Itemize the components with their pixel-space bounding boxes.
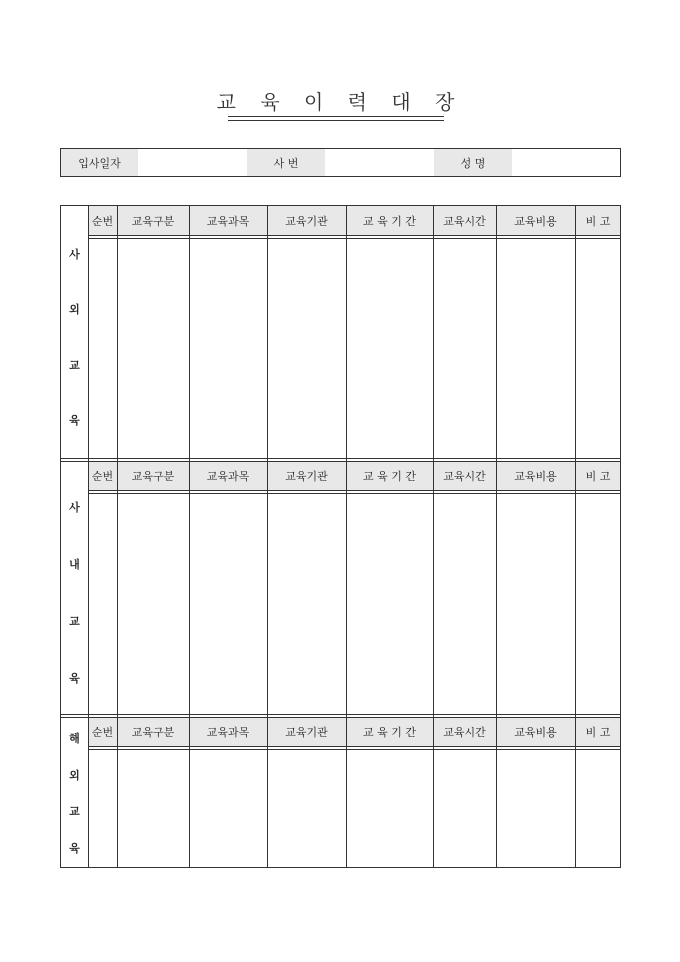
col-cost: 교육비용 (514, 469, 557, 483)
education-history-table (60, 205, 621, 868)
section-label-char: 교 (69, 614, 80, 628)
section-label-char: 외 (69, 303, 80, 317)
section-label-overseas-training (61, 720, 88, 866)
col-institution: 교육기관 (285, 469, 328, 483)
section-label-char: 육 (69, 671, 80, 685)
section-label-char: 교 (69, 358, 80, 372)
section-label-char: 내 (69, 557, 80, 571)
col-subject: 교육과목 (206, 214, 250, 228)
col-period: 교 육 기 간 (363, 214, 416, 228)
section-label-char: 외 (69, 768, 80, 782)
section-label-char: 육 (69, 414, 80, 428)
col-category: 교육구분 (131, 725, 175, 739)
section-label-char: 사 (69, 500, 80, 514)
hire-date-field[interactable] (138, 149, 248, 176)
section-label-char: 교 (69, 805, 80, 819)
employee-number-label: 사 번 (247, 149, 326, 176)
col-hours: 교육시간 (443, 469, 486, 483)
title-double-underline (228, 116, 444, 121)
employee-info-box (60, 148, 621, 177)
col-remarks: 비 고 (585, 214, 611, 228)
name-field[interactable] (512, 149, 620, 176)
employee-number-field[interactable] (325, 149, 435, 176)
col-cost: 교육비용 (514, 725, 557, 739)
col-period: 교 육 기 간 (363, 469, 416, 483)
section-label-char: 해 (69, 732, 80, 746)
col-hours: 교육시간 (443, 725, 486, 739)
section-label-external-training (61, 226, 88, 448)
col-hours: 교육시간 (443, 214, 486, 228)
col-remarks: 비 고 (585, 725, 611, 739)
col-subject: 교육과목 (206, 469, 250, 483)
col-cost: 교육비용 (514, 214, 557, 228)
col-seq: 순번 (91, 214, 114, 228)
col-institution: 교육기관 (285, 214, 328, 228)
col-seq: 순번 (91, 469, 114, 483)
page-title: 교 육 이 력 대 장 (216, 90, 464, 114)
hire-date-label: 입사일자 (61, 149, 139, 176)
col-seq: 순번 (91, 725, 114, 739)
col-category: 교육구분 (131, 214, 175, 228)
col-period: 교 육 기 간 (363, 725, 416, 739)
col-category: 교육구분 (131, 469, 175, 483)
section-label-char: 육 (69, 841, 80, 855)
name-label: 성 명 (434, 149, 513, 176)
col-institution: 교육기관 (285, 725, 328, 739)
col-subject: 교육과목 (206, 725, 250, 739)
col-remarks: 비 고 (585, 469, 611, 483)
section-label-char: 사 (69, 247, 80, 261)
section-label-internal-training (61, 478, 88, 706)
